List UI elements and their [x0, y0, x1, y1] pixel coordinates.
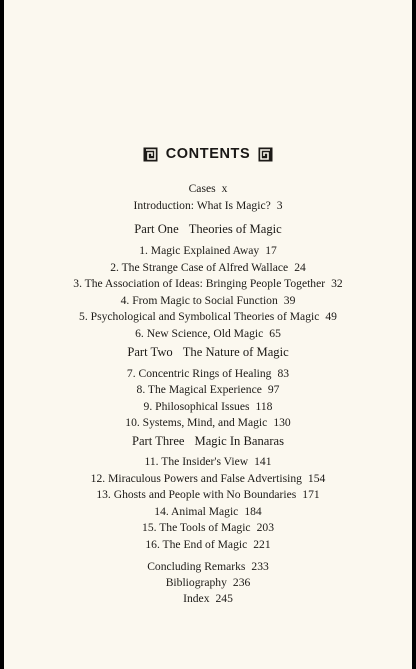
toc-entry-index[interactable]	[4, 592, 412, 606]
toc-entry[interactable]	[4, 455, 412, 469]
toc-entry-title: 9. Philosophical Issues	[143, 400, 250, 413]
toc-entry[interactable]	[4, 383, 412, 397]
toc-entry-page: 3	[276, 199, 283, 212]
toc-entry-title: Introduction: What Is Magic?	[133, 199, 271, 212]
toc-entry-title: Cases	[188, 182, 216, 195]
toc-entry[interactable]	[4, 488, 412, 502]
toc-entry-introduction[interactable]	[4, 199, 412, 213]
toc-entry-title: 10. Systems, Mind, and Magic	[125, 416, 268, 429]
toc-entry[interactable]	[4, 261, 412, 275]
toc-entry-title: 8. The Magical Experience	[136, 383, 262, 396]
toc-entry-page: 65	[269, 327, 281, 340]
toc-entry-page: 17	[265, 244, 277, 257]
toc-entry-title: 12. Miraculous Powers and False Advertising	[90, 472, 302, 485]
toc-entry-page: 32	[331, 277, 343, 290]
toc-entry[interactable]	[4, 244, 412, 258]
toc-entry-concluding-remarks[interactable]	[4, 560, 412, 574]
part-title: Magic In Banaras	[194, 434, 285, 448]
square-spiral-ornament-icon	[258, 147, 273, 162]
toc-entry-page: x	[221, 182, 228, 195]
toc-entry-cases[interactable]	[4, 182, 412, 196]
part-label: Part Three	[131, 434, 185, 448]
toc-entry-title: 16. The End of Magic	[145, 538, 248, 551]
part-heading-two	[4, 345, 412, 359]
toc-entry[interactable]	[4, 310, 412, 324]
toc-entry-bibliography[interactable]	[4, 576, 412, 590]
toc-entry-page: 171	[302, 488, 320, 501]
toc-entry[interactable]	[4, 277, 412, 291]
part-title: The Nature of Magic	[182, 345, 289, 359]
part-label: Part One	[134, 222, 179, 236]
toc-entry-title: 14. Animal Magic	[154, 505, 239, 518]
toc-entry[interactable]	[4, 505, 412, 519]
toc-entry-page: 154	[307, 472, 326, 485]
toc-entry-title: 15. The Tools of Magic	[142, 521, 251, 534]
part-heading-three	[4, 434, 412, 448]
toc-entry-page: 49	[325, 310, 337, 323]
toc-entry-title: Concluding Remarks	[147, 560, 246, 573]
toc-entry-page: 184	[244, 505, 262, 518]
toc-entry-title: 1. Magic Explained Away	[139, 244, 260, 257]
toc-entry-page: 236	[232, 576, 251, 589]
toc-entry-title: 4. From Magic to Social Function	[120, 294, 278, 307]
toc-entry-page: 245	[215, 592, 233, 605]
toc-entry-title: 13. Ghosts and People with No Boundaries	[96, 488, 297, 501]
toc-entry[interactable]	[4, 538, 412, 552]
toc-entry[interactable]	[4, 472, 412, 486]
toc-entry-title: 2. The Strange Case of Alfred Wallace	[110, 261, 289, 274]
toc-entry-title: 6. New Science, Old Magic	[135, 327, 264, 340]
toc-entry-page: 83	[277, 367, 290, 380]
toc-entry-page: 118	[255, 400, 273, 413]
toc-entry-title: Index	[183, 592, 210, 605]
toc-entry[interactable]	[4, 521, 412, 535]
toc-entry-page: 24	[294, 261, 306, 274]
toc-entry-page: 130	[273, 416, 291, 429]
part-title: Theories of Magic	[188, 222, 282, 236]
toc-entry-page: 39	[283, 294, 296, 307]
toc-entry-title: 3. The Association of Ideas: Bringing People Together	[73, 277, 326, 290]
toc-entry-page: 141	[254, 455, 272, 468]
toc-entry-page: 97	[267, 383, 280, 396]
toc-entry-page: 203	[256, 521, 274, 534]
toc-entry[interactable]	[4, 367, 412, 381]
contents-heading	[4, 146, 412, 162]
toc-entry[interactable]	[4, 327, 412, 341]
book-page	[4, 0, 412, 669]
toc-entry-title: Bibliography	[165, 576, 227, 589]
toc-entry-title: 7. Concentric Rings of Healing	[126, 367, 272, 380]
part-label: Part Two	[127, 345, 173, 359]
square-spiral-ornament-icon	[143, 147, 158, 162]
toc-entry-title: 11. The Insider's View	[144, 455, 249, 468]
page-title: CONTENTS	[165, 146, 251, 162]
toc-entry-page: 221	[253, 538, 271, 551]
toc-entry[interactable]	[4, 294, 412, 308]
toc-entry-page: 233	[251, 560, 269, 573]
part-heading-one	[4, 222, 412, 236]
toc-entry-title: 5. Psychological and Symbolical Theories of Magic	[79, 310, 320, 323]
toc-entry[interactable]	[4, 416, 412, 430]
toc-entry[interactable]	[4, 400, 412, 414]
